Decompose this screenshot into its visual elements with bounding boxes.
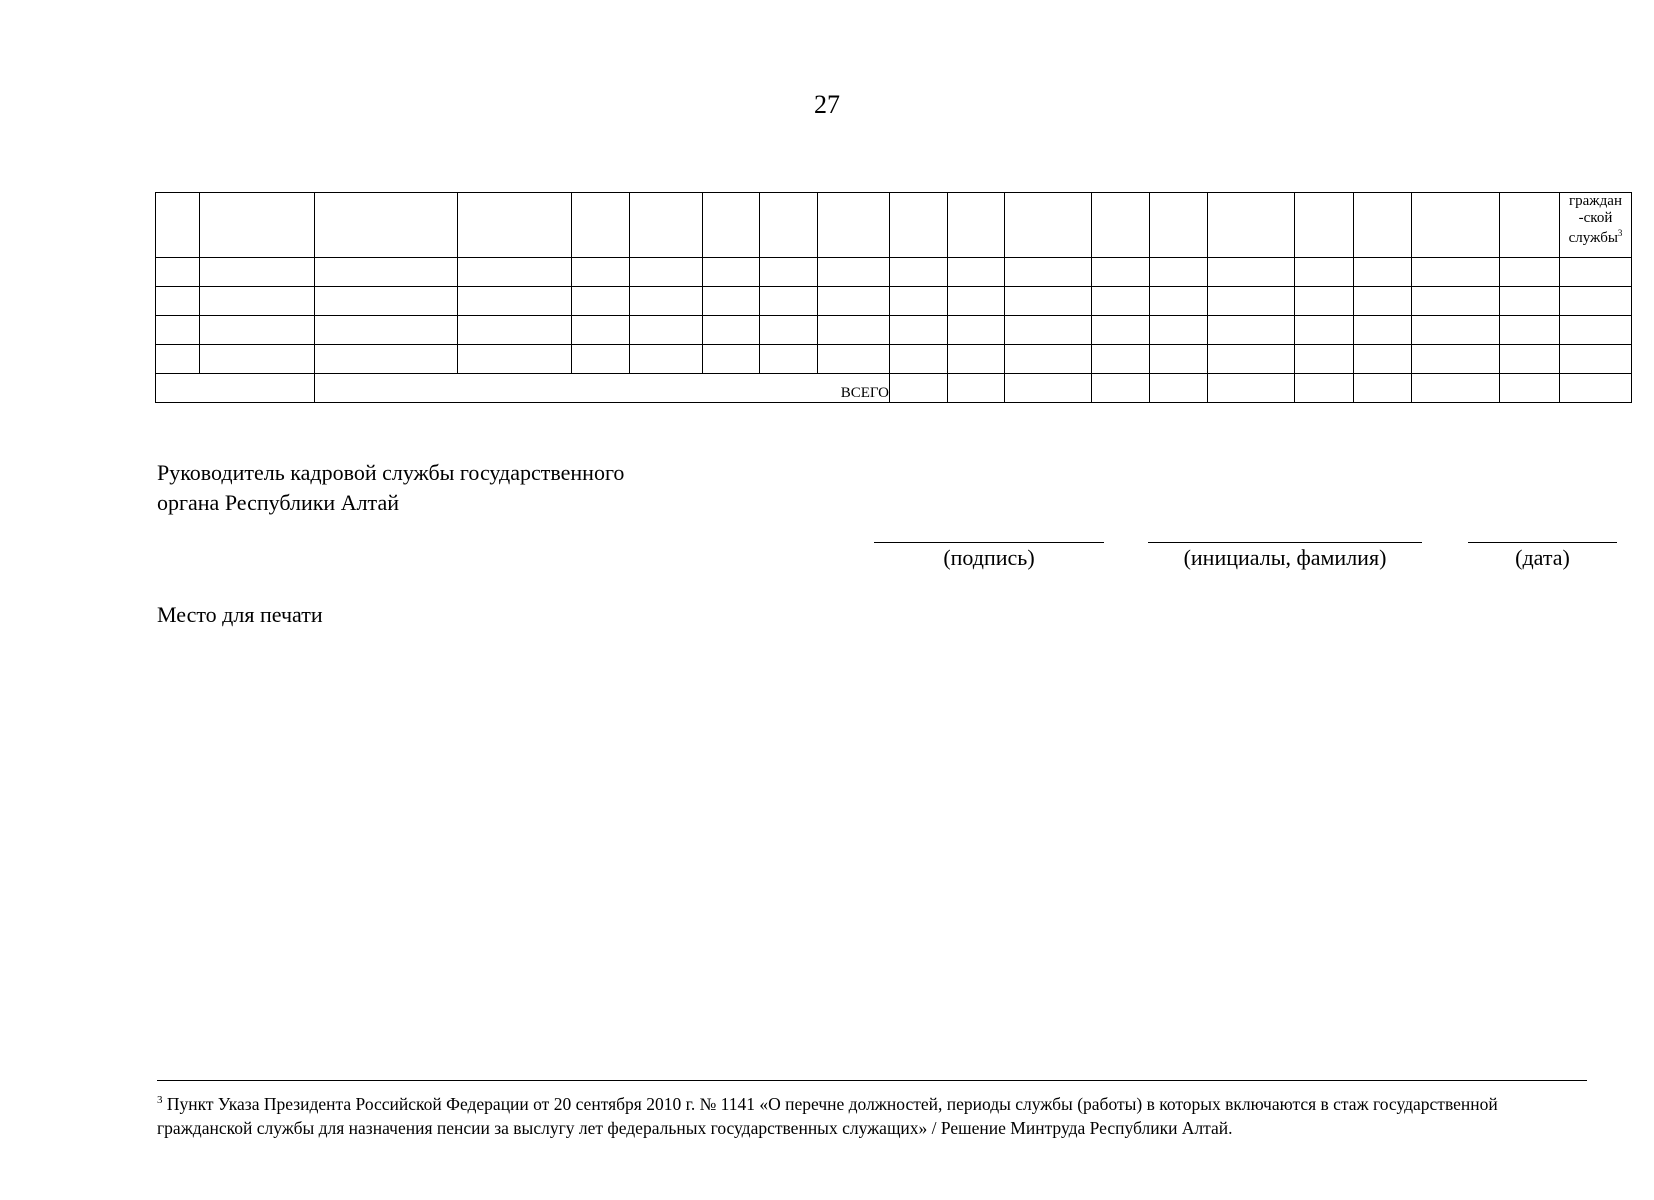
table-cell[interactable] (156, 345, 200, 374)
table-header-row (156, 193, 1632, 258)
table-cell[interactable] (1354, 287, 1412, 316)
table-cell[interactable] (890, 316, 948, 345)
table-cell[interactable] (1005, 316, 1092, 345)
table-cell[interactable] (1500, 287, 1560, 316)
footnote-marker: 3 (157, 1094, 163, 1107)
table-cell[interactable] (1092, 345, 1150, 374)
table-cell[interactable] (1412, 345, 1500, 374)
table-cell[interactable] (315, 287, 458, 316)
table-cell[interactable] (572, 193, 630, 258)
table-cell[interactable] (948, 258, 1005, 287)
table-cell[interactable] (1092, 193, 1150, 258)
table-cell[interactable] (1150, 287, 1208, 316)
table-cell[interactable] (1500, 374, 1560, 403)
table-cell[interactable] (1500, 316, 1560, 345)
table-cell[interactable] (156, 374, 315, 403)
table-cell[interactable] (1150, 316, 1208, 345)
table-cell[interactable] (1150, 374, 1208, 403)
table-cell[interactable] (703, 345, 760, 374)
table-cell[interactable] (703, 287, 760, 316)
date-line[interactable] (1468, 542, 1617, 543)
footnote-ref: 3 (1617, 227, 1623, 238)
table-cell[interactable] (458, 258, 572, 287)
table-cell[interactable] (1092, 287, 1150, 316)
table-cell[interactable] (818, 316, 890, 345)
table-cell[interactable] (458, 345, 572, 374)
table-cell[interactable] (630, 287, 703, 316)
table-cell[interactable] (1412, 316, 1500, 345)
table-cell[interactable] (760, 193, 818, 258)
table-cell[interactable] (1560, 287, 1632, 316)
table-row (156, 287, 1632, 316)
table-cell[interactable] (1500, 345, 1560, 374)
table-cell[interactable] (1092, 258, 1150, 287)
table-cell[interactable] (200, 193, 315, 258)
table-cell[interactable] (1208, 287, 1295, 316)
table-cell[interactable] (818, 345, 890, 374)
table-cell[interactable] (156, 193, 200, 258)
table-row (156, 345, 1632, 374)
signer-title-line: органа Республики Алтай (157, 490, 399, 515)
table-cell[interactable] (890, 287, 948, 316)
table-cell[interactable] (630, 345, 703, 374)
table-cell[interactable] (1500, 193, 1560, 258)
table-cell[interactable] (1412, 193, 1500, 258)
signature-line[interactable] (874, 542, 1104, 543)
table-cell[interactable] (1354, 374, 1412, 403)
table-cell[interactable] (156, 287, 200, 316)
table-cell[interactable] (630, 193, 703, 258)
table-cell[interactable] (1295, 258, 1354, 287)
table-cell[interactable] (948, 193, 1005, 258)
table-cell[interactable] (818, 193, 890, 258)
table-cell[interactable] (572, 345, 630, 374)
table-cell[interactable] (948, 287, 1005, 316)
table-row (156, 258, 1632, 287)
table-cell[interactable] (572, 316, 630, 345)
table-cell[interactable] (1150, 258, 1208, 287)
header-note-line: службы (1568, 229, 1618, 246)
name-line[interactable] (1148, 542, 1422, 543)
table-cell[interactable] (1295, 374, 1354, 403)
table-cell[interactable] (1295, 345, 1354, 374)
table-cell[interactable] (156, 316, 200, 345)
table-cell[interactable] (1354, 193, 1412, 258)
table-cell[interactable] (1560, 374, 1632, 403)
table-cell[interactable] (1354, 258, 1412, 287)
table-cell[interactable] (1208, 193, 1295, 258)
data-table (155, 192, 1632, 403)
table-cell[interactable] (703, 193, 760, 258)
signature-label: (подпись) (943, 545, 1035, 570)
table-cell[interactable] (1005, 258, 1092, 287)
table-cell[interactable] (1208, 345, 1295, 374)
table-cell[interactable] (458, 193, 572, 258)
header-note-line: -ской (1578, 210, 1613, 227)
table-cell[interactable] (200, 258, 315, 287)
table-cell[interactable] (890, 258, 948, 287)
table-cell[interactable] (703, 316, 760, 345)
date-label: (дата) (1515, 545, 1570, 570)
table-cell[interactable] (1005, 287, 1092, 316)
total-label: ВСЕГО (315, 374, 890, 403)
table-cell[interactable] (890, 193, 948, 258)
table-cell[interactable] (1208, 258, 1295, 287)
table-cell[interactable] (1005, 193, 1092, 258)
table-cell[interactable] (1005, 345, 1092, 374)
table-cell[interactable] (1092, 374, 1150, 403)
table-cell[interactable] (315, 316, 458, 345)
page-number: 27 (814, 90, 840, 119)
table-cell[interactable] (1354, 316, 1412, 345)
table-cell[interactable] (1412, 374, 1500, 403)
signer-title (157, 458, 717, 518)
table-total-row (156, 374, 1632, 403)
table-cell[interactable] (315, 193, 458, 258)
table-cell[interactable] (948, 345, 1005, 374)
table-cell[interactable] (1560, 316, 1632, 345)
table-cell[interactable] (1295, 316, 1354, 345)
name-label: (инициалы, фамилия) (1183, 545, 1387, 570)
table-cell[interactable] (156, 258, 200, 287)
table-cell[interactable] (458, 316, 572, 345)
table-cell[interactable] (760, 258, 818, 287)
table-cell[interactable] (1295, 287, 1354, 316)
table-cell[interactable] (760, 287, 818, 316)
signer-title-line: Руководитель кадровой службы государственного (157, 460, 625, 485)
table-cell[interactable] (1005, 374, 1092, 403)
table-row (156, 316, 1632, 345)
table-cell[interactable] (458, 287, 572, 316)
table-cell[interactable] (1412, 287, 1500, 316)
column-header-civil-service (1560, 193, 1632, 258)
table-cell[interactable] (818, 258, 890, 287)
table-cell[interactable] (948, 316, 1005, 345)
header-note-line: граждан (1569, 193, 1622, 209)
table-cell[interactable] (1208, 374, 1295, 403)
table-cell[interactable] (1500, 258, 1560, 287)
table-cell[interactable] (315, 345, 458, 374)
table-cell[interactable] (818, 287, 890, 316)
table-cell[interactable] (572, 287, 630, 316)
stamp-place: Место для печати (157, 602, 323, 627)
table-cell[interactable] (200, 316, 315, 345)
table-cell[interactable] (703, 258, 760, 287)
table-cell[interactable] (630, 258, 703, 287)
table-cell[interactable] (1412, 258, 1500, 287)
table-cell[interactable] (760, 345, 818, 374)
table-cell[interactable] (630, 316, 703, 345)
table-cell[interactable] (200, 345, 315, 374)
footnote (157, 1092, 1587, 1140)
table-cell[interactable] (572, 258, 630, 287)
table-cell[interactable] (1150, 193, 1208, 258)
table-cell[interactable] (1208, 316, 1295, 345)
table-cell[interactable] (200, 287, 315, 316)
table-cell[interactable] (1150, 345, 1208, 374)
table-cell[interactable] (1354, 345, 1412, 374)
table-cell[interactable] (760, 316, 818, 345)
footnote-rule (157, 1080, 1587, 1081)
table-cell[interactable] (1560, 345, 1632, 374)
footnote-text: Пункт Указа Президента Российской Федерации от 20 сентября 2010 г. № 1141 «О перечне должностей, периоды службы (работы) в которых включаются в стаж государственной гражданской службы для назначения пенсии за выслугу лет федеральных государственных служащих» / Решение Минтруда Республики Алтай. (157, 1094, 1498, 1138)
table-cell[interactable] (890, 374, 948, 403)
table-cell[interactable] (1560, 258, 1632, 287)
table-cell[interactable] (1092, 316, 1150, 345)
table-cell[interactable] (890, 345, 948, 374)
table-cell[interactable] (315, 258, 458, 287)
table-cell[interactable] (948, 374, 1005, 403)
table-cell[interactable] (1295, 193, 1354, 258)
